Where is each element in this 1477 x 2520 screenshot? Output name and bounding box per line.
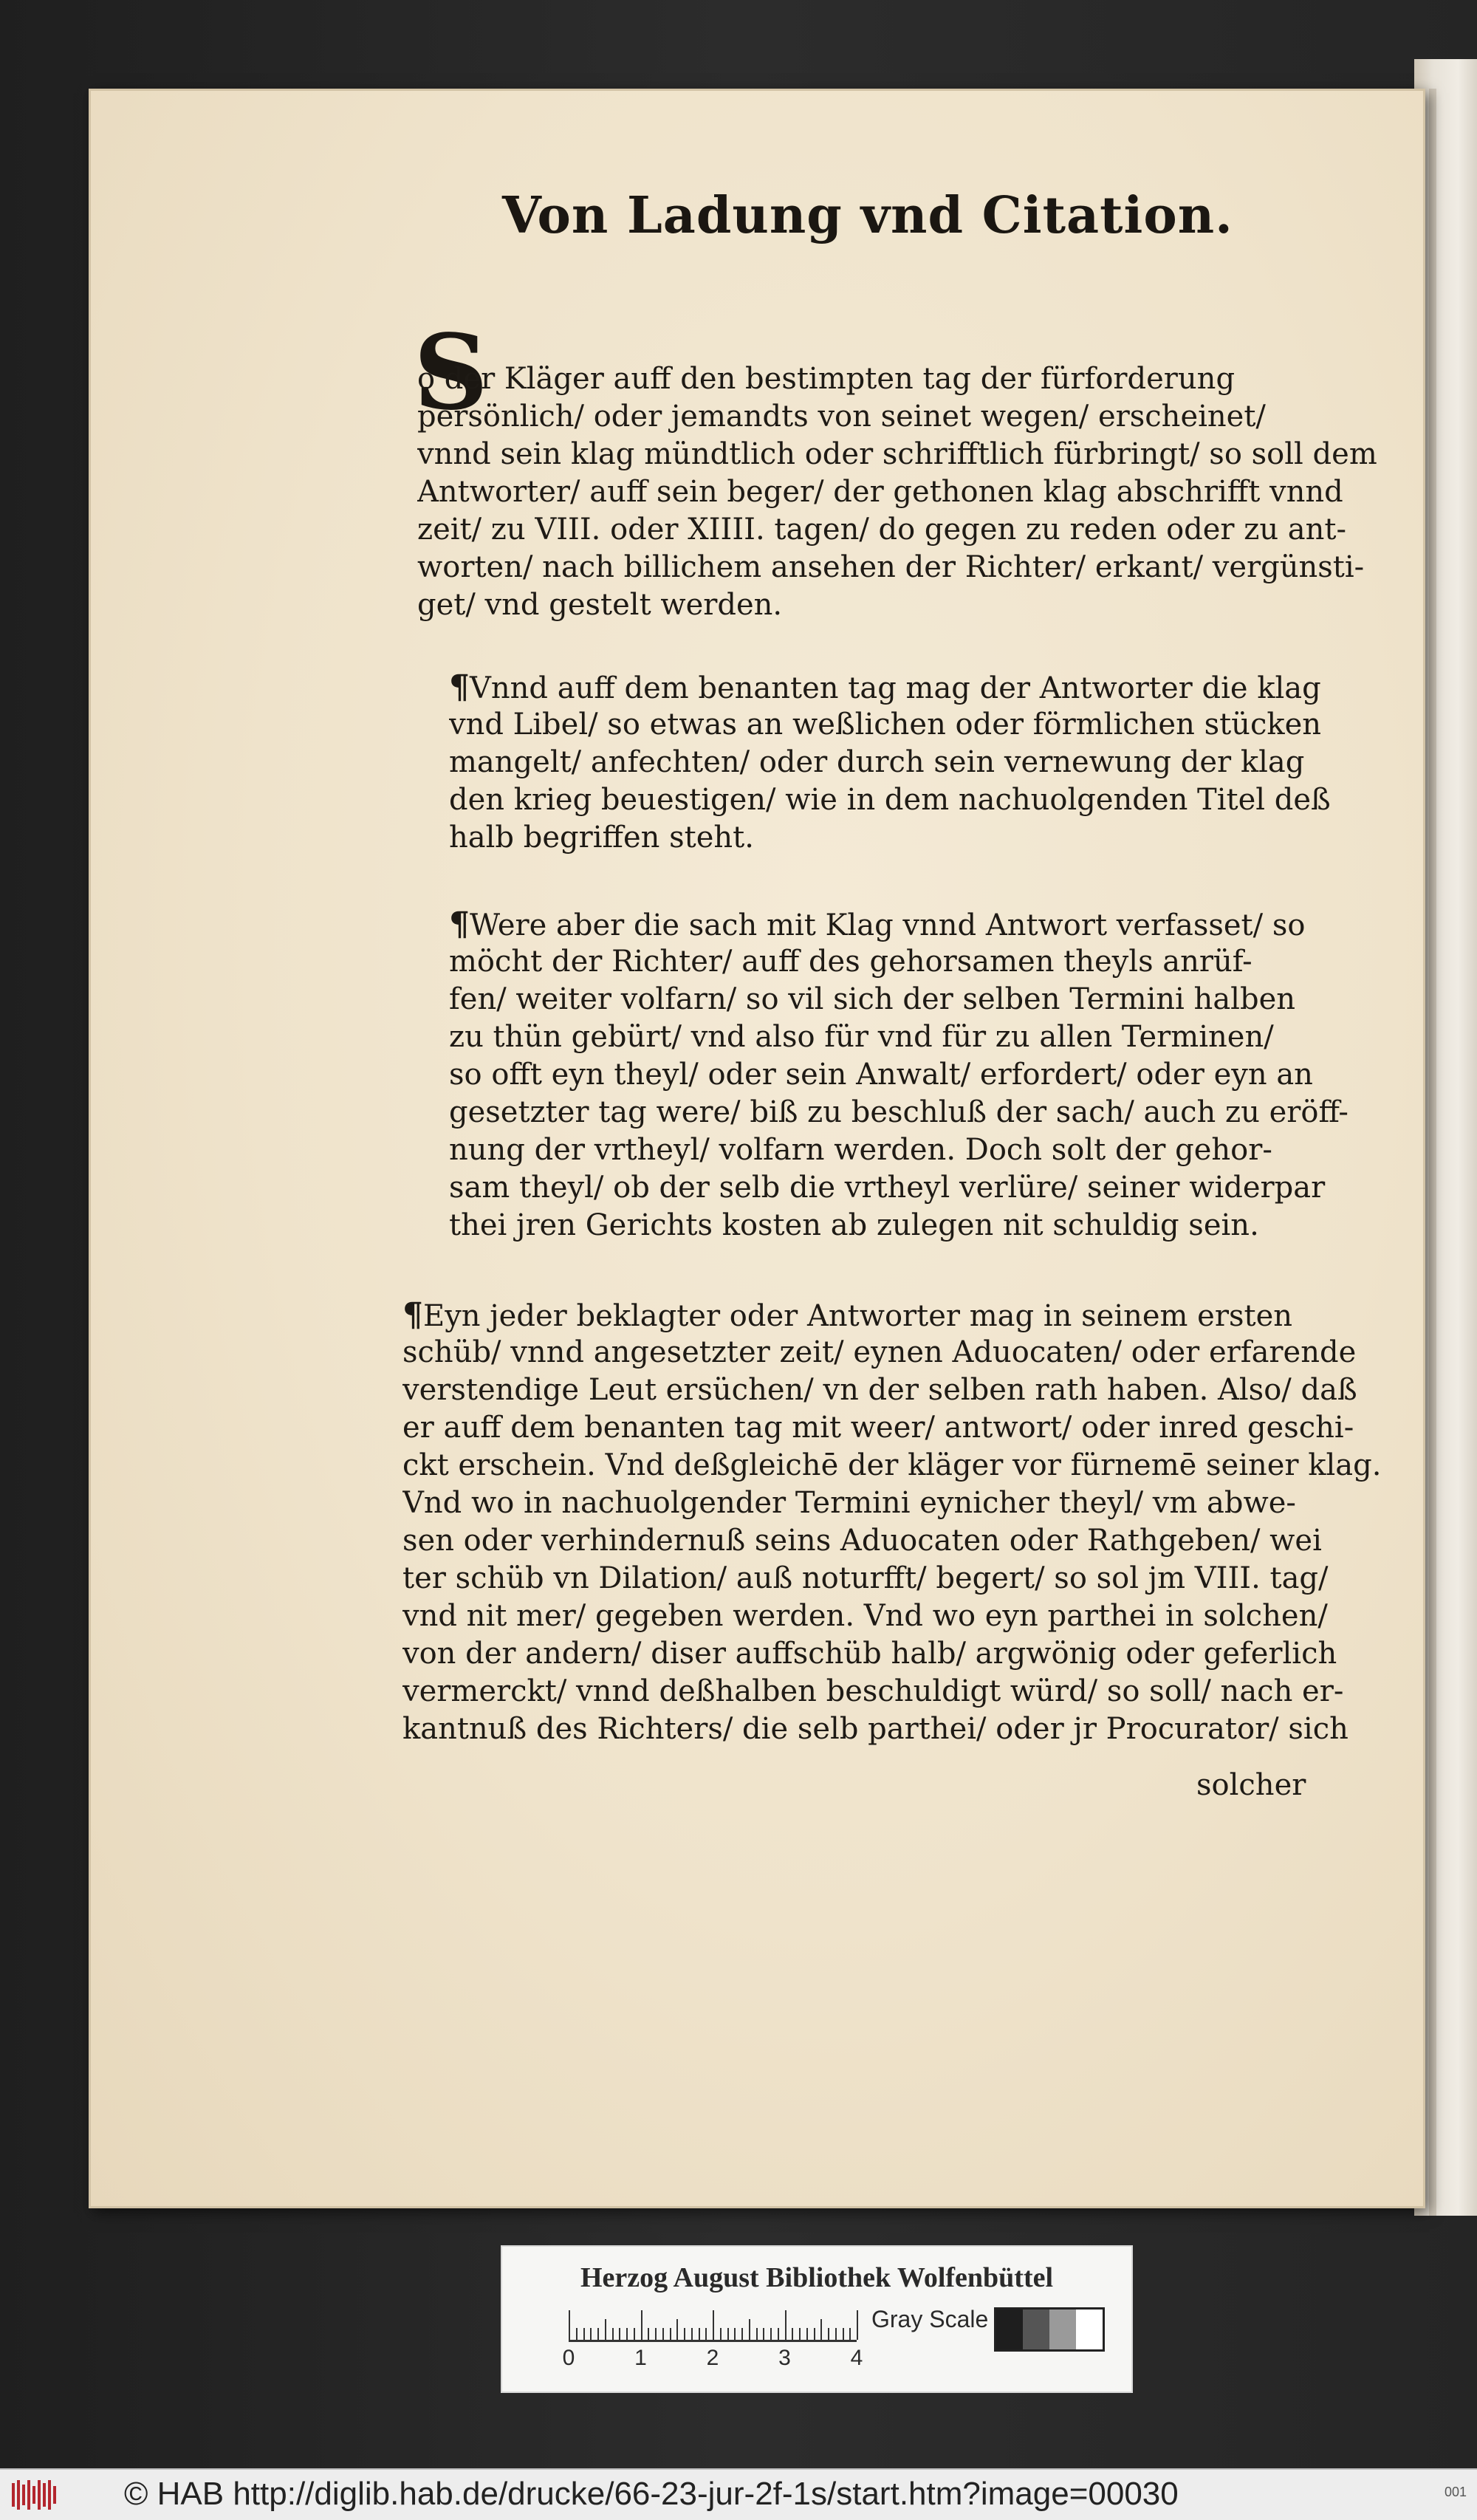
ruler-tick (662, 2328, 664, 2340)
ruler-tick (619, 2328, 620, 2340)
paragraph-4 (402, 1296, 1407, 1748)
ruler-tick (792, 2328, 793, 2340)
text-line: vnd Libel/ so etwas an weßlichen oder förmlichen stücken (449, 708, 1322, 742)
text-line: ckt erschein. Vnd deßgleichē der kläger vor fürnemē seiner klag. (402, 1448, 1382, 1482)
text-line: thei jren Gerichts kosten ab zulegen nit schuldig sein. (449, 1208, 1259, 1242)
ruler-label: 0 (562, 2346, 575, 2370)
text-line-content: Vnnd auff dem benanten tag mag der Antworter die klag (470, 671, 1321, 705)
ruler-tick (576, 2328, 578, 2340)
text-line: sam theyl/ ob der selb die vrtheyl verlüre/ seiner widerpar (449, 1171, 1326, 1205)
text-line: fen/ weiter volfarn/ so vil sich der selben Termini halben (449, 982, 1295, 1016)
ruler-tick (763, 2328, 764, 2340)
text-line: zeit/ zu VIII. oder XIIII. tagen/ do gegen zu reden oder zu ant- (417, 513, 1347, 547)
footer-corner-number: 001 (1444, 2485, 1467, 2499)
ruler-tick (684, 2328, 685, 2340)
ruler-tick (612, 2328, 614, 2340)
text-line: Vnd wo in nachuolgender Termini eynicher theyl/ vm abwe- (402, 1486, 1296, 1520)
ruler-tick (590, 2328, 592, 2340)
ruler-tick (634, 2328, 635, 2340)
card-title: Herzog August Bibliothek Wolfenbüttel (580, 2262, 1054, 2293)
text-line (449, 668, 1453, 706)
ruler-tick (778, 2328, 779, 2340)
ruler-label: 4 (850, 2346, 863, 2370)
gray-swatch (996, 2310, 1023, 2349)
text-line: o der Kläger auff den bestimpten tag der fürforderung (417, 362, 1236, 396)
gray-scale-swatches (994, 2307, 1105, 2352)
ruler-tick (713, 2310, 714, 2340)
ruler-tick (849, 2328, 851, 2340)
ruler-tick (756, 2328, 758, 2340)
ruler-tick (843, 2328, 844, 2340)
ruler-tick (814, 2328, 815, 2340)
gray-scale-label: Gray Scale (871, 2306, 989, 2332)
gray-swatch (1049, 2310, 1076, 2349)
footer-bar (0, 2468, 1477, 2520)
paragraph-3 (449, 905, 1453, 1244)
ruler-tick (648, 2328, 649, 2340)
footer-copyright-url[interactable]: © HAB http://diglib.hab.de/drucke/66-23-jur-2f-1s/start.htm?image=00030 (124, 2476, 1179, 2512)
text-line: vnd nit mer/ gegeben werden. Vnd wo eyn parthei in solchen/ (402, 1599, 1328, 1633)
ruler-tick (770, 2328, 772, 2340)
text-line: von der andern/ diser auffschüb halb/ argwönig oder geferlich (402, 1637, 1337, 1671)
text-line: vermerckt/ vnnd deßhalben beschuldigt würd/ so soll/ nach er- (402, 1674, 1344, 1708)
ruler-tick (828, 2328, 829, 2340)
ruler-tick (857, 2310, 858, 2340)
ruler-tick (741, 2328, 743, 2340)
ruler-tick (820, 2319, 822, 2340)
text-line (449, 905, 1453, 943)
ruler-tick (676, 2319, 678, 2340)
text-line: zu thün gebürt/ vnd also für vnd für zu allen Terminen/ (449, 1020, 1274, 1054)
text-line: möcht der Richter/ auff des gehorsamen theyls anrüf- (449, 945, 1252, 979)
text-line: persönlich/ oder jemandts von seinet wegen/ erscheinet/ (417, 400, 1266, 434)
ruler-tick (691, 2328, 693, 2340)
ruler-tick (799, 2328, 801, 2340)
pilcrow-mark: ¶ (449, 905, 470, 943)
text-line: den krieg beuestigen/ wie in dem nachuolgenden Titel deß (449, 783, 1331, 817)
ruler-label: 2 (706, 2346, 719, 2370)
ruler-tick (835, 2328, 837, 2340)
text-line: ter schüb vn Dilation/ auß noturfft/ begert/ so sol jm VIII. tag/ (402, 1561, 1329, 1595)
ruler-label: 3 (778, 2346, 791, 2370)
ruler-tick (583, 2328, 585, 2340)
text-line: mangelt/ anfechten/ oder durch sein vernewung der klag (449, 745, 1305, 779)
page-heading: Von Ladung vnd Citation. (502, 186, 1233, 245)
text-line: er auff dem benanten tag mit weer/ antwort/ oder inred geschi- (402, 1411, 1354, 1445)
ruler-tick (670, 2328, 671, 2340)
text-line-content: Were aber die sach mit Klag vnnd Antwort verfasset/ so (470, 908, 1306, 942)
catchword-text: solcher (1196, 1768, 1306, 1802)
ruler-tick (720, 2328, 722, 2340)
text-line: verstendige Leut ersüchen/ vn der selben rath haben. Also/ daß (402, 1373, 1357, 1407)
text-line (402, 1296, 1407, 1334)
ruler-tick (597, 2328, 599, 2340)
ruler-tick (605, 2319, 606, 2340)
text-line: worten/ nach billichem ansehen der Richter/ erkant/ vergünsti- (417, 550, 1365, 584)
ruler-tick (626, 2328, 628, 2340)
scale-ruler (569, 2310, 857, 2342)
text-line: nung der vrtheyl/ volfarn werden. Doch solt der gehor- (449, 1133, 1272, 1167)
ruler-tick (806, 2328, 808, 2340)
ruler-label: 1 (634, 2346, 647, 2370)
drop-cap-initial: S (414, 312, 489, 434)
catchword (1196, 1767, 1344, 1804)
pilcrow-mark: ¶ (402, 1296, 423, 1334)
ruler-tick (749, 2319, 750, 2340)
gray-swatch (1023, 2310, 1049, 2349)
paragraph-2 (449, 668, 1453, 857)
text-line: sen oder verhindernuß seins Aduocaten oder Rathgeben/ wei (402, 1524, 1322, 1558)
color-reference-card (501, 2245, 1133, 2393)
ruler-tick (641, 2310, 642, 2340)
ruler-tick (655, 2328, 657, 2340)
ruler-tick (699, 2328, 700, 2340)
text-line: halb begriffen steht. (449, 821, 754, 855)
text-line: gesetzter tag were/ biß zu beschluß der sach/ auch zu eröff- (449, 1095, 1349, 1129)
text-line: vnnd sein klag mündtlich oder schrifftlich fürbringt/ so soll dem (417, 437, 1377, 471)
ruler-tick (734, 2328, 736, 2340)
paragraph-1 (417, 360, 1422, 624)
ruler-tick (727, 2328, 729, 2340)
pilcrow-mark: ¶ (449, 668, 470, 706)
text-line: so offt eyn theyl/ oder sein Anwalt/ erfordert/ oder eyn an (449, 1058, 1313, 1092)
ruler-tick (569, 2310, 570, 2340)
text-line: get/ vnd gestelt werden. (417, 588, 783, 622)
text-line-content: Eyn jeder beklagter oder Antworter mag in seinem ersten (423, 1299, 1293, 1333)
ruler-tick (785, 2310, 787, 2340)
text-line: schüb/ vnnd angesetzter zeit/ eynen Aduocaten/ oder erfarende (402, 1335, 1357, 1369)
gray-swatch (1076, 2310, 1103, 2349)
ruler-tick (705, 2328, 707, 2340)
text-line: kantnuß des Richters/ die selb parthei/ oder jr Procurator/ sich (402, 1712, 1349, 1746)
hab-logo-icon (10, 2479, 59, 2511)
text-line: Antworter/ auff sein beger/ der gethonen klag abschrifft vnnd (417, 475, 1343, 509)
